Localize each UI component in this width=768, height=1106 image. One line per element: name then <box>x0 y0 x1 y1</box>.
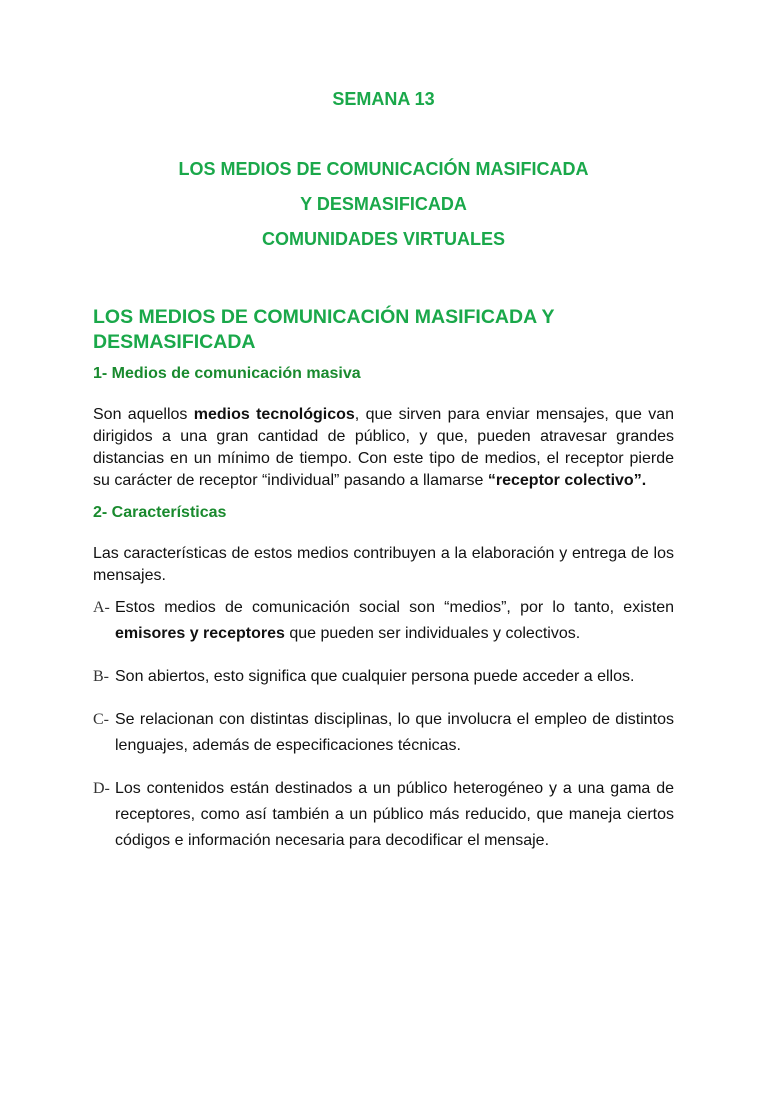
main-title-line-2: Y DESMASIFICADA <box>300 194 467 214</box>
week-title: SEMANA 13 <box>332 89 435 109</box>
para-text: , que sirven para enviar mensajes, que van dirigidos a una gran cantidad de público, y que, pueden atravesar grandes distancias en un mínimo de tiempo. Con este tipo de medios, el receptor pierde su carácter de receptor “individual” pasando a llamarse <box>93 406 675 489</box>
subheading-mass-media: 1- Medios de comunicación masiva <box>93 365 361 382</box>
list-item-text: Estos medios de comunicación social son “medios”, por lo tanto, existen <box>115 599 674 616</box>
list-item <box>93 707 674 759</box>
list-item-bold-text: emisores y receptores <box>115 625 285 642</box>
list-marker: B- <box>93 668 109 685</box>
list-item <box>93 595 674 647</box>
paragraph-characteristics-intro: Las características de estos medios contribuyen a la elaboración y entrega de los mensajes. <box>93 545 674 584</box>
list-item-text: que pueden ser individuales y colectivos. <box>284 625 581 642</box>
list-marker: A- <box>93 599 110 616</box>
para-bold-text: medios tecnológicos <box>193 406 355 423</box>
list-marker: C- <box>93 711 109 728</box>
paragraph-mass-media-definition <box>93 404 674 492</box>
document-page <box>0 82 768 1106</box>
list-item-text: Son abiertos, esto significa que cualquier persona puede acceder a ellos. <box>115 668 635 685</box>
document-header <box>93 82 674 257</box>
section-title: LOS MEDIOS DE COMUNICACIÓN MASIFICADA Y DESMASIFICADA <box>93 306 555 353</box>
list-item-text: Se relacionan con distintas disciplinas, lo que involucra el empleo de distintos lenguajes, además de especificaciones técnicas. <box>115 711 674 754</box>
list-item <box>93 776 674 854</box>
list-item-text: Los contenidos están destinados a un público heterogéneo y a una gama de receptores, como así también a un público más reducido, que maneja ciertos códigos e información necesaria para decodificar el mensaje. <box>115 780 674 849</box>
list-marker: D- <box>93 780 110 797</box>
para-text: Son aquellos <box>93 406 194 423</box>
subheading-characteristics: 2- Características <box>93 504 227 521</box>
characteristics-list <box>93 595 674 854</box>
main-title-line-3: COMUNIDADES VIRTUALES <box>261 229 505 249</box>
main-title-line-1: LOS MEDIOS DE COMUNICACIÓN MASIFICADA <box>178 159 589 179</box>
list-item <box>93 664 674 690</box>
para-bold-text: “receptor colectivo”. <box>487 472 647 489</box>
